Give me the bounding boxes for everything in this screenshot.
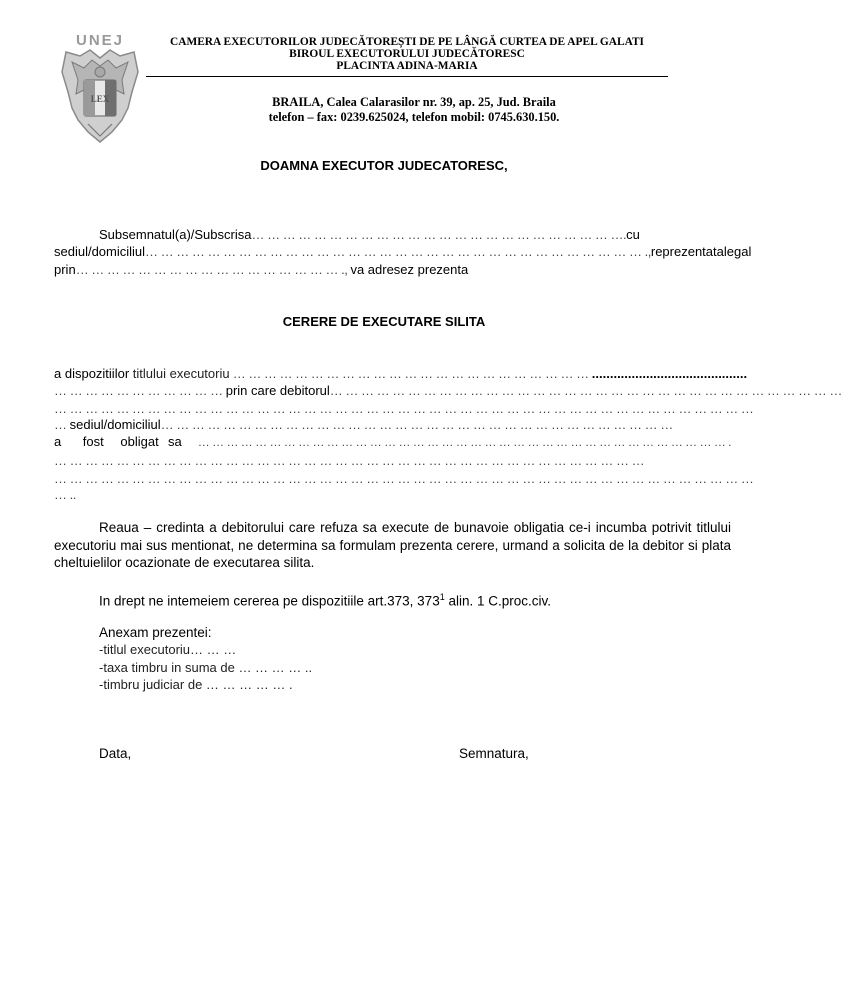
legal-basis-text: In drept ne intemeiem cererea pe dispozitiile art.373, 373: [99, 593, 440, 609]
body-line-8: [54, 487, 76, 503]
body-line-6: [54, 453, 644, 469]
body-obligation-blank[interactable]: … … … … … … … … … … … … … … … … … … … … … … … … … … … … … … … … … … … … … .: [197, 435, 731, 449]
intro-applicant-blank[interactable]: … … … … … … … … … … … … … … … … … … … … … … … ….: [251, 227, 627, 242]
body-blank-3[interactable]: … … … … … … … … … … … … … … … … … … … … … … … … … … … … … … … … … … … … … … … … … … … … …: [54, 401, 754, 416]
date-label: Data,: [99, 746, 132, 761]
body-blank-7[interactable]: … … … … … … … … … … … … … … … … … … … … … … … … … … … … … … … … … … … … … … … … … … … … …: [54, 471, 754, 486]
body-debtor-label: prin care debitorul: [225, 383, 330, 398]
legal-basis-sup: 1: [439, 592, 445, 602]
body-word-sa: sa: [167, 434, 182, 449]
body-blank-6[interactable]: … … … … … … … … … … … … … … … … … … … … … … … … … … … … … … … … … … … … … …: [54, 453, 645, 468]
header-divider: [146, 76, 668, 77]
body-title-blank[interactable]: … … … … … … … … … … … … … … … … … … … … … … …: [229, 366, 592, 381]
legal-basis-tail: alin. 1 C.proc.civ.: [444, 593, 552, 609]
header-chamber: CAMERA EXECUTORILOR JUDECĂTOREȘTI DE PE LÂNGĂ CURTEA DE APEL GALATI: [170, 36, 644, 48]
header-phones: telefon – fax: 0239.625024, telefon mobil: 0745.630.150.: [268, 110, 560, 124]
intro-represented-word: reprezentata: [650, 244, 724, 259]
body-seat-label: sediul/domiciliul: [69, 417, 161, 432]
intro-seat-label: sediul/domiciliul: [54, 244, 146, 259]
body-debtor-blank[interactable]: … … … … … … … … … … … … … … … … … … … … … … … … … … … … … … … … …: [329, 383, 842, 398]
body-title-blank-dots[interactable]: ...........................................: [591, 366, 748, 381]
annex-item-tax[interactable]: -taxa timbru in suma de … … … … ..: [99, 660, 313, 675]
signature-label: Semnatura,: [459, 746, 529, 761]
annex-item-stamp[interactable]: -timbru judiciar de … … … … … .: [99, 677, 293, 692]
intro-line-3: [54, 262, 468, 278]
intro-legal-word: legal: [723, 244, 752, 259]
body-line-1: [54, 366, 747, 382]
body-provisions-text: a dispozitiilor: [54, 366, 133, 381]
body-word-fost: fost: [82, 434, 104, 449]
body-blank-2a[interactable]: … … … … … … … … … … …: [54, 383, 226, 398]
header-address: BRAILA, Calea Calarasilor nr. 39, ap. 25, Jud. Braila: [272, 95, 556, 109]
intro-line-2: [54, 244, 752, 260]
annex-item-title[interactable]: -titlul executoriu… … …: [99, 642, 237, 657]
body-seat-blank[interactable]: … … … … … … … … … … … … … … … … … … … … … … … … … … … … … … … … …: [160, 417, 673, 432]
body-line-3: [54, 401, 753, 417]
intro-seat-blank[interactable]: … … … … … … … … … … … … … … … … … … … … … … … … … … … … … … … … .,: [145, 244, 651, 259]
intro-cu: cu: [626, 227, 640, 242]
logo-text: UNEJ: [75, 32, 125, 49]
header-executor-name: PLACINTA ADINA-MARIA: [336, 60, 478, 72]
annex-title: Anexam prezentei:: [99, 625, 212, 640]
body-word-obligat: obligat: [120, 434, 159, 449]
body-blank-4a[interactable]: …: [54, 417, 70, 432]
header-office: BIROUL EXECUTORULUI JUDECĂTORESC: [289, 48, 525, 60]
request-title: CERERE DE EXECUTARE SILITA: [282, 314, 486, 329]
body-word-a: a: [54, 434, 62, 449]
body-line-4: [54, 417, 673, 433]
salutation: DOAMNA EXECUTOR JUDECATORESC,: [260, 158, 508, 173]
body-blank-8[interactable]: … ..: [54, 487, 76, 502]
intro-representative-blank[interactable]: … … … … … … … … … … … … … … … … … .,: [75, 262, 351, 277]
body-line-5: [54, 434, 731, 450]
logo-lex-text: LEX: [90, 94, 110, 104]
intro-by-label: prin: [54, 262, 76, 277]
body-line-2: [54, 383, 842, 399]
bad-faith-paragraph: Reaua – credinta a debitorului care refuza sa execute de bunavoie obligatia ce-i incumba potrivit titlului executoriu mai sus mentionat, ne determina sa formulam prezenta cerere, urmand a solicita de la debitor si plata cheltuielilor ocazionate de executarea silita.: [54, 520, 731, 570]
body-title-text: titlului executoriu: [132, 366, 230, 381]
legal-basis-line: [99, 589, 551, 610]
body-line-7: [54, 471, 753, 487]
intro-line-1: [99, 227, 640, 243]
intro-address-text: va adresez prezenta: [350, 262, 469, 277]
intro-applicant-label: Subsemnatul(a)/Subscrisa: [99, 227, 252, 242]
unej-crest-logo: [58, 32, 142, 150]
